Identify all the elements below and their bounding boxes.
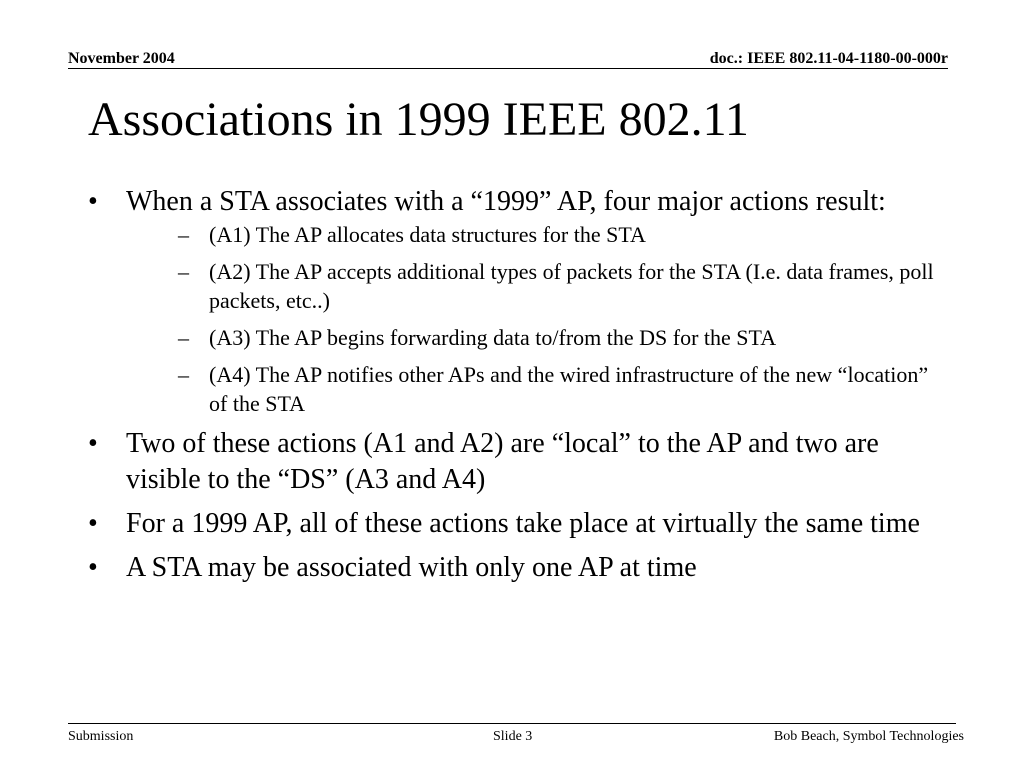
footer-submission: Submission [68, 729, 134, 744]
bullet-item [88, 426, 948, 498]
header-date: November 2004 [68, 50, 175, 67]
footer-author: Bob Beach, Symbol Technologies [773, 729, 964, 744]
sub-bullet-item [164, 257, 948, 315]
bullet-text: A STA may be associated with only one AP at time [126, 552, 697, 583]
bullet-text: When a STA associates with a “1999” AP, four major actions result: [126, 186, 886, 217]
bullet-list [88, 184, 948, 586]
sub-bullet-item [164, 323, 948, 352]
bullet-icon: • [88, 552, 98, 583]
sub-bullet-item [164, 360, 948, 418]
bullet-icon: • [88, 428, 98, 459]
header-divider [68, 68, 948, 69]
dash-icon: – [178, 325, 189, 350]
dash-icon: – [178, 259, 189, 284]
bullet-icon: • [88, 186, 98, 217]
slide-content [88, 184, 948, 594]
bullet-text: Two of these actions (A1 and A2) are “local” to the AP and two are visible to the “DS” (A3 and A4) [126, 428, 879, 495]
footer-slide-number: Slide 3 [493, 729, 533, 744]
sub-bullet-list [126, 220, 948, 418]
bullet-icon: • [88, 508, 98, 539]
dash-icon: – [178, 222, 189, 247]
sub-bullet-text: (A1) The AP allocates data structures for the STA [209, 222, 646, 247]
slide-title: Associations in 1999 IEEE 802.11 [88, 93, 749, 146]
bullet-item [88, 550, 948, 586]
sub-bullet-text: (A3) The AP begins forwarding data to/from the DS for the STA [209, 325, 777, 350]
bullet-item [88, 184, 948, 418]
bullet-text: For a 1999 AP, all of these actions take place at virtually the same time [126, 508, 920, 539]
dash-icon: – [178, 362, 189, 387]
bullet-item [88, 506, 948, 542]
footer-divider [68, 723, 956, 724]
sub-bullet-text: (A4) The AP notifies other APs and the wired infrastructure of the new “location” of the STA [209, 362, 929, 416]
sub-bullet-text: (A2) The AP accepts additional types of packets for the STA (I.e. data frames, poll packets, etc..) [209, 259, 934, 313]
sub-bullet-item [164, 220, 948, 249]
header-doc-id: doc.: IEEE 802.11-04-1180-00-000r [709, 50, 948, 67]
